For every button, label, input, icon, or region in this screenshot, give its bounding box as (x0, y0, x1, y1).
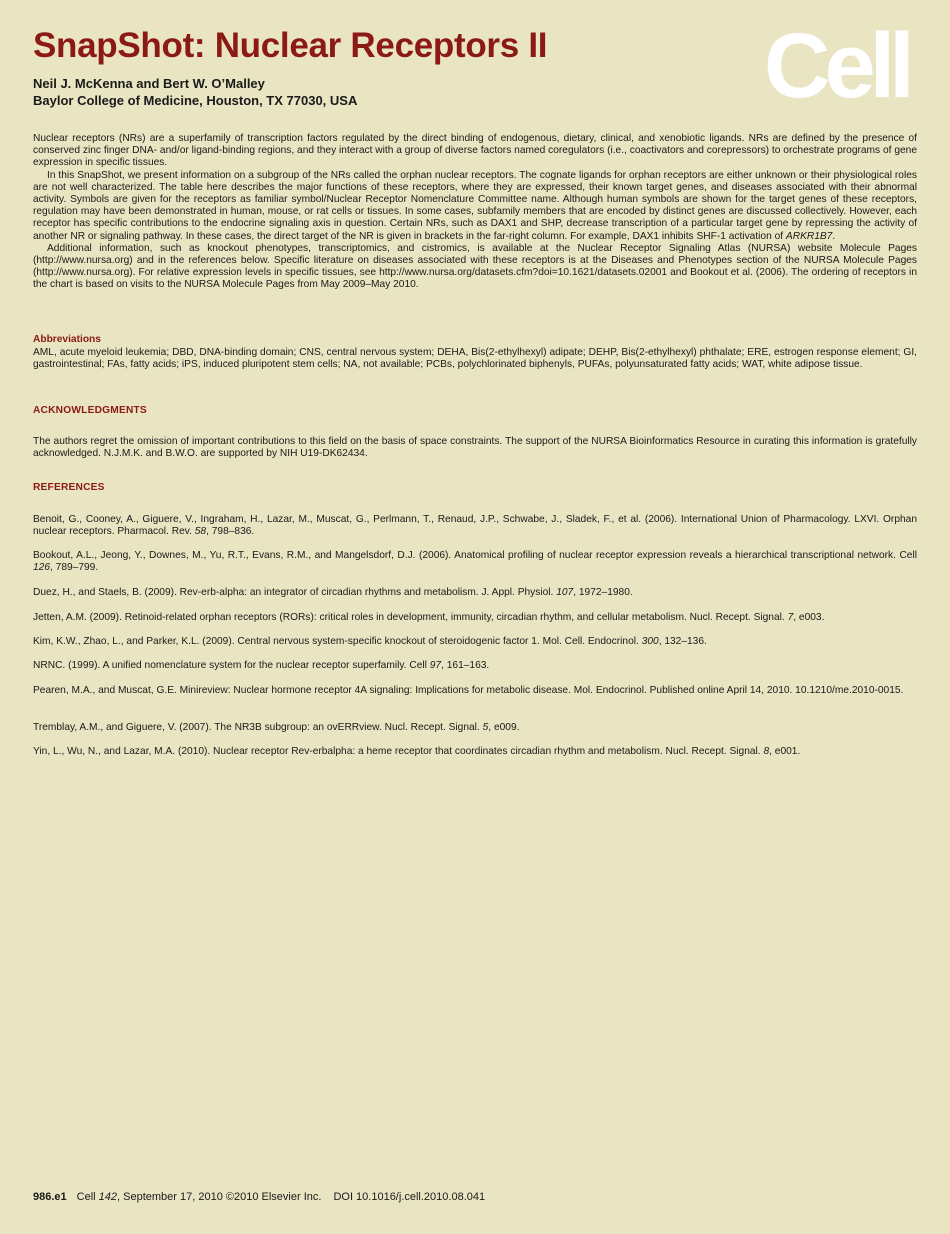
reference-item: Jetten, A.M. (2009). Retinoid-related orphan receptors (RORs): critical roles in development, immunity, circadian rhythm, and cellular metabolism. Nucl. Recept. Signal. 7, e003. (33, 612, 825, 623)
intro-paragraph-2 (33, 170, 917, 243)
intro-paragraph-3: Additional information, such as knockout phenotypes, transcriptomics, and cistromics, is available at the Nuclear Receptor Signaling Atlas (NURSA) website Molecule Pages (http://www.nursa.org) and in the references below. Specific literature on diseases associated with these receptors is at the Diseases and Phenotypes section of the NURSA Molecule Pages (http://www.nursa.org). For relative expression levels in specific tissues, see http://www.nursa.org/datasets.cfm?doi=10.1621/datasets.02001 and Bookout et al. (2006). The ordering of receptors in the chart is based on visits to the NURSA Molecule Pages from May 2009–May 2010. (33, 242, 917, 291)
introduction (33, 133, 917, 292)
reference-item: Pearen, M.A., and Muscat, G.E. Minireview: Nuclear hormone receptor 4A signaling: Implications for metabolic disease. Mol. Endocrinol. Published online April 14, 2010. 10.1210/me.2010-0015. (33, 685, 904, 696)
acknowledgments-heading: ACKNOWLEDGMENTS (33, 405, 147, 416)
page-footer (33, 1190, 485, 1204)
author-block (33, 75, 357, 109)
page-title: SnapShot: Nuclear Receptors II (33, 26, 548, 65)
reference-item: Benoit, G., Cooney, A., Giguere, V., Ingraham, H., Lazar, M., Muscat, G., Perlmann, T., Renaud, J.P., Schwabe, J., Sladek, F., et al. (2006). International Union of Pharmacology. LXVI. Orphan nuclear receptors. Pharmacol. Rev. 58, 798–836. (33, 514, 917, 538)
affiliation: Baylor College of Medicine, Houston, TX 77030, USA (33, 93, 358, 108)
reference-item: Kim, K.W., Zhao, L., and Parker, K.L. (2009). Central nervous system-specific knockout of steroidogenic factor 1. Mol. Cell. Endocrinol. 300, 132–136. (33, 636, 707, 647)
reference-item: Duez, H., and Staels, B. (2009). Rev-erb-alpha: an integrator of circadian rhythms and metabolism. J. Appl. Physiol. 107, 1972–1980. (33, 587, 633, 598)
reference-item: NRNC. (1999). A unified nomenclature system for the nuclear receptor superfamily. Cell 97, 161–163. (33, 660, 490, 671)
reference-item: Tremblay, A.M., and Giguere, V. (2007). The NR3B subgroup: an ovERRview. Nucl. Recept. Signal. 5, e009. (33, 722, 520, 733)
journal-name: Cell (76, 1191, 99, 1203)
authors: Neil J. McKenna and Bert W. O’Malley (33, 76, 265, 91)
reference-item: Yin, L., Wu, N., and Lazar, M.A. (2010). Nuclear receptor Rev-erbalpha: a heme receptor that coordinates circadian rhythm and metabolism. Nucl. Recept. Signal. 8, e001. (33, 746, 801, 757)
intro-paragraph-2-text: In this SnapShot, we present information on a subgroup of the NRs called the orphan nuclear receptors. The cognate ligands for orphan receptors are either unknown or their physiological roles are not well characterized. The table here describes the major functions of these receptors, where they are expressed, their known target genes, and diseases associated with their abnormal activity. Symbols are given for the receptors as familiar symbol/Nuclear Receptor Nomenclature Committee name. Although human symbols are shown for the target genes of these receptors, regulation may have been demonstrated in human, mouse, or rat cells or tissues. In some cases, subfamily members that are encoded by distinct genes are discussed collectively. However, each receptor has specific contributions to the endocrine signaling axis in question. Certain NRs, such as DAX1 and SHP, decrease transcription of a particular target gene by repressing the activity of another NR or signaling pathway. In these cases, the direct target of the NR is given in brackets in the far-right column. For example, DAX1 inhibits SHF-1 activation of (33, 169, 917, 242)
intro-paragraph-2-end: . (832, 230, 836, 242)
page-number: 986.e1 (33, 1191, 67, 1203)
references-heading: REFERENCES (33, 482, 105, 493)
cell-logo: Cell (764, 15, 909, 117)
acknowledgments-text: The authors regret the omission of important contributions to this field on the basis of space constraints. The support of the NURSA Bioinformatics Resource in curating this information is gratefully acknowledged. N.J.M.K. and B.W.O. are supported by NIH U19-DK62434. (33, 436, 917, 460)
journal-date: , September 17, 2010 ©2010 Elsevier Inc. (117, 1191, 322, 1203)
abbreviations-heading: Abbreviations (33, 334, 101, 345)
abbreviations-text: AML, acute myeloid leukemia; DBD, DNA-binding domain; CNS, central nervous system; DEHA, Bis(2-ethylhexyl) adipate; DEHP, Bis(2-ethylhexyl) phthalate; ERE, estrogen response element; GI, gastrointestinal; FAs, fatty acids; iPS, induced pluripotent stem cells; NA, not available; PCBs, polychlorinated biphenyls, PUFAs, polyunsaturated fatty acids; WAT, white adipose tissue. (33, 347, 917, 371)
doi: DOI 10.1016/j.cell.2010.08.041 (333, 1191, 486, 1203)
intro-paragraph-1: Nuclear receptors (NRs) are a superfamily of transcription factors regulated by the direct binding of endogenous, dietary, clinical, and xenobiotic ligands. NRs are defined by the presence of conserved zinc finger DNA- and/or ligand-binding regions, and they interact with a group of diverse factors named coregulators (i.e., coactivators and corepressors) to orchestrate programs of gene expression in specific tissues. (33, 133, 917, 169)
journal-volume: 142 (98, 1191, 118, 1203)
gene-symbol: ARKR1B7 (785, 230, 833, 242)
reference-item: Bookout, A.L., Jeong, Y., Downes, M., Yu, R.T., Evans, R.M., and Mangelsdorf, D.J. (2006). Anatomical profiling of nuclear receptor expression reveals a hierarchical transcriptional network. Cell 126, 789–799. (33, 550, 917, 574)
